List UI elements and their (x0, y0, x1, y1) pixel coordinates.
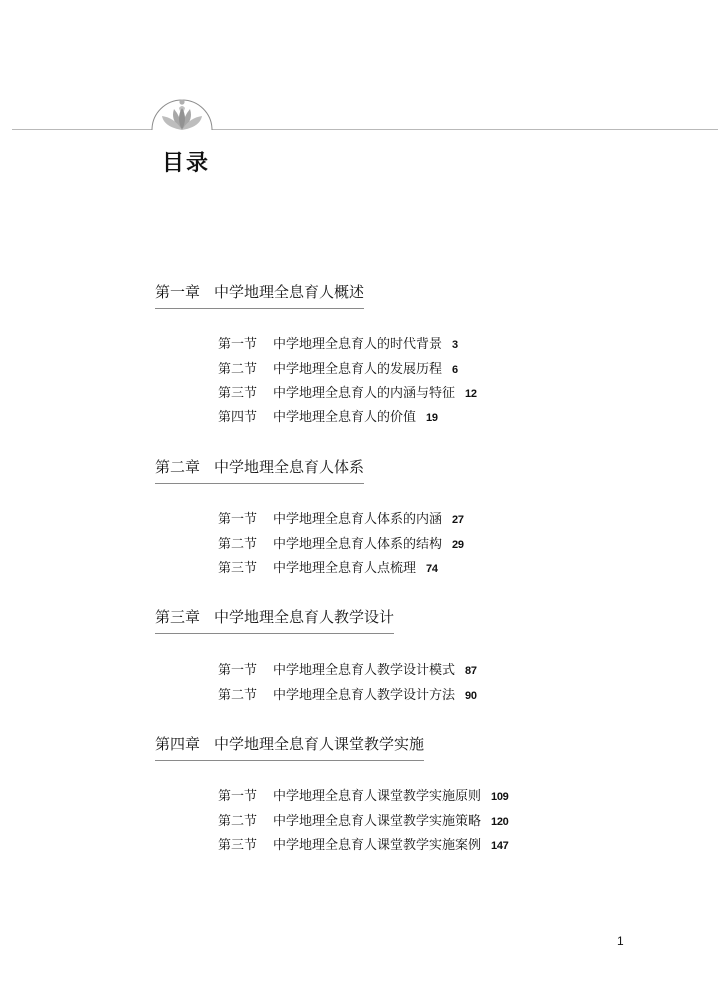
chapter-heading[interactable] (155, 606, 394, 634)
section-number: 第一节 (218, 663, 258, 678)
toc-entry[interactable] (218, 533, 464, 552)
section-number: 第三节 (218, 838, 258, 853)
page-ref: 19 (426, 412, 438, 424)
section-title: 中学地理全息育人点梳理 (273, 561, 417, 576)
chapter-title: 中学地理全息育人教学设计 (214, 608, 395, 626)
section-title: 中学地理全息育人课堂教学实施案例 (273, 838, 482, 853)
page-ref: 87 (465, 665, 477, 677)
page-ref: 6 (452, 364, 458, 376)
section-title: 中学地理全息育人体系的结构 (273, 537, 443, 552)
chapter-number: 第二章 (155, 458, 201, 476)
section-title: 中学地理全息育人教学设计方法 (273, 688, 456, 703)
section-title: 中学地理全息育人的时代背景 (273, 337, 443, 352)
chapter-number: 第三章 (155, 608, 201, 626)
page-ref: 74 (426, 563, 438, 575)
page-ref: 147 (491, 840, 509, 852)
chapter-number: 第一章 (155, 283, 201, 301)
section-number: 第一节 (218, 789, 258, 804)
chapter-heading[interactable] (155, 281, 364, 309)
toc-entry[interactable] (218, 810, 508, 829)
section-number: 第三节 (218, 561, 258, 576)
toc-entry[interactable] (218, 382, 477, 401)
toc-entry[interactable] (218, 834, 508, 853)
section-number: 第二节 (218, 362, 258, 377)
section-number: 第二节 (218, 814, 258, 829)
page-ref: 3 (452, 339, 458, 351)
section-number: 第二节 (218, 537, 258, 552)
section-title: 中学地理全息育人教学设计模式 (273, 663, 456, 678)
chapter-title: 中学地理全息育人课堂教学实施 (214, 735, 425, 753)
toc-entry[interactable] (218, 333, 458, 352)
toc-entry[interactable] (218, 659, 477, 678)
toc-entry[interactable] (218, 684, 477, 703)
page-ref: 12 (465, 388, 477, 400)
page-ref: 27 (452, 514, 464, 526)
section-title: 中学地理全息育人体系的内涵 (273, 512, 443, 527)
toc-entry[interactable] (218, 557, 438, 576)
page-number: 1 (617, 934, 624, 948)
page-ref: 109 (491, 791, 509, 803)
chapter-heading[interactable] (155, 456, 364, 484)
toc-entry[interactable] (218, 785, 508, 804)
section-number: 第一节 (218, 512, 258, 527)
section-number: 第三节 (218, 386, 258, 401)
page-ref: 29 (452, 539, 464, 551)
toc-entry[interactable] (218, 508, 464, 527)
chapter-heading[interactable] (155, 733, 424, 761)
section-title: 中学地理全息育人课堂教学实施原则 (273, 789, 482, 804)
section-number: 第一节 (218, 337, 258, 352)
section-title: 中学地理全息育人的价值 (273, 410, 417, 425)
section-number: 第四节 (218, 410, 258, 425)
section-title: 中学地理全息育人的内涵与特征 (273, 386, 456, 401)
section-title: 中学地理全息育人的发展历程 (273, 362, 443, 377)
toc-entry[interactable] (218, 358, 458, 377)
page-ref: 120 (491, 816, 509, 828)
page-title: 目录 (162, 150, 211, 176)
toc-entry[interactable] (218, 406, 438, 425)
page-ref: 90 (465, 690, 477, 702)
section-number: 第二节 (218, 688, 258, 703)
chapter-title: 中学地理全息育人概述 (214, 283, 365, 301)
section-title: 中学地理全息育人课堂教学实施策略 (273, 814, 482, 829)
chapter-title: 中学地理全息育人体系 (214, 458, 365, 476)
chapter-number: 第四章 (155, 735, 201, 753)
